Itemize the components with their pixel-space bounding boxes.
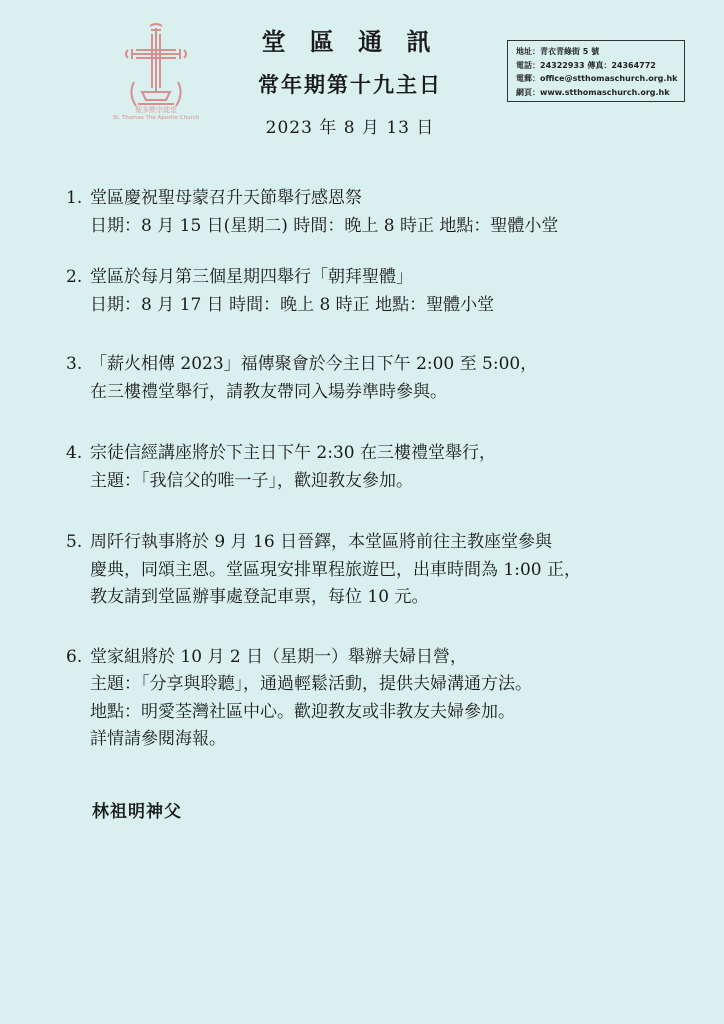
notice-number: 5.	[66, 532, 83, 552]
notice-line: 在三樓禮堂舉行，請教友帶同入場券準時參與。	[90, 381, 447, 402]
notice-line: 堂區於每月第三個星期四舉行「朝拜聖體」	[90, 267, 413, 287]
notice-item	[66, 440, 706, 495]
notice-line: 慶典，同頌主恩。堂區現安排單程旅遊巴，出車時間為 1:00 正，	[90, 559, 581, 580]
notice-number: 1.	[66, 188, 83, 208]
church-logo	[108, 20, 204, 130]
notice-number: 3.	[66, 354, 83, 374]
logo-chinese-text: 聖多默宗徒堂	[135, 106, 177, 114]
priest-signature: 林祖明神父	[92, 802, 182, 822]
notice-line: 主題：「分享與聆聽」，通過輕鬆活動，提供夫婦溝通方法。	[90, 674, 532, 694]
notice-item	[66, 351, 706, 406]
notice-item	[66, 185, 706, 240]
contact-address: 地址：青衣青綠街 5 號	[516, 47, 600, 56]
notice-item	[66, 264, 706, 319]
notice-line: 教友請到堂區辦事處登記車票，每位 10 元。	[90, 587, 429, 607]
notice-line: 日期：8 月 15 日(星期二) 時間：晚上 8 時正 地點：聖體小堂	[90, 215, 559, 236]
notice-line: 主題：「我信父的唯一子」，歡迎教友參加。	[90, 470, 413, 491]
notice-line: 堂家組將於 10 月 2 日（星期一）舉辦夫婦日營，	[90, 646, 468, 667]
notice-number: 2.	[66, 267, 83, 287]
notice-item	[66, 644, 706, 754]
contact-email[interactable]: 電郵：office@stthomaschurch.org.hk	[516, 74, 678, 83]
issue-date: 2023 年 8 月 13 日	[265, 118, 435, 138]
contact-website[interactable]: 網頁：www.stthomaschurch.org.hk	[516, 87, 670, 97]
notice-line: 「薪火相傳 2023」福傳聚會於今主日下午 2:00 至 5:00，	[90, 354, 538, 374]
notice-item	[66, 529, 706, 612]
contact-phone-fax: 電話：24322933 傳真：24364772	[516, 60, 656, 70]
page-title: 堂 區 通 訊	[261, 27, 439, 56]
notice-line: 周阡行執事將於 9 月 16 日晉鐸，本堂區將前往主教座堂參與	[90, 532, 553, 552]
logo-english-text: St. Thomas The Apostle Church	[112, 115, 200, 121]
page-subtitle: 常年期第十九主日	[258, 72, 442, 97]
notice-number: 4.	[66, 443, 83, 463]
notice-line: 日期：8 月 17 日 時間：晚上 8 時正 地點：聖體小堂	[90, 294, 495, 315]
notice-number: 6.	[66, 646, 83, 667]
notice-line: 詳情請參閱海報。	[90, 729, 226, 749]
contact-box	[507, 40, 685, 102]
notice-list	[66, 185, 706, 754]
title-block	[230, 22, 470, 138]
notice-line: 堂區慶祝聖母蒙召升天節舉行感恩祭	[90, 188, 362, 208]
notice-line: 地點：明愛荃灣社區中心。歡迎教友或非教友夫婦參加。	[90, 701, 515, 722]
notice-line: 宗徒信經講座將於下主日下午 2:30 在三樓禮堂舉行，	[90, 443, 496, 463]
